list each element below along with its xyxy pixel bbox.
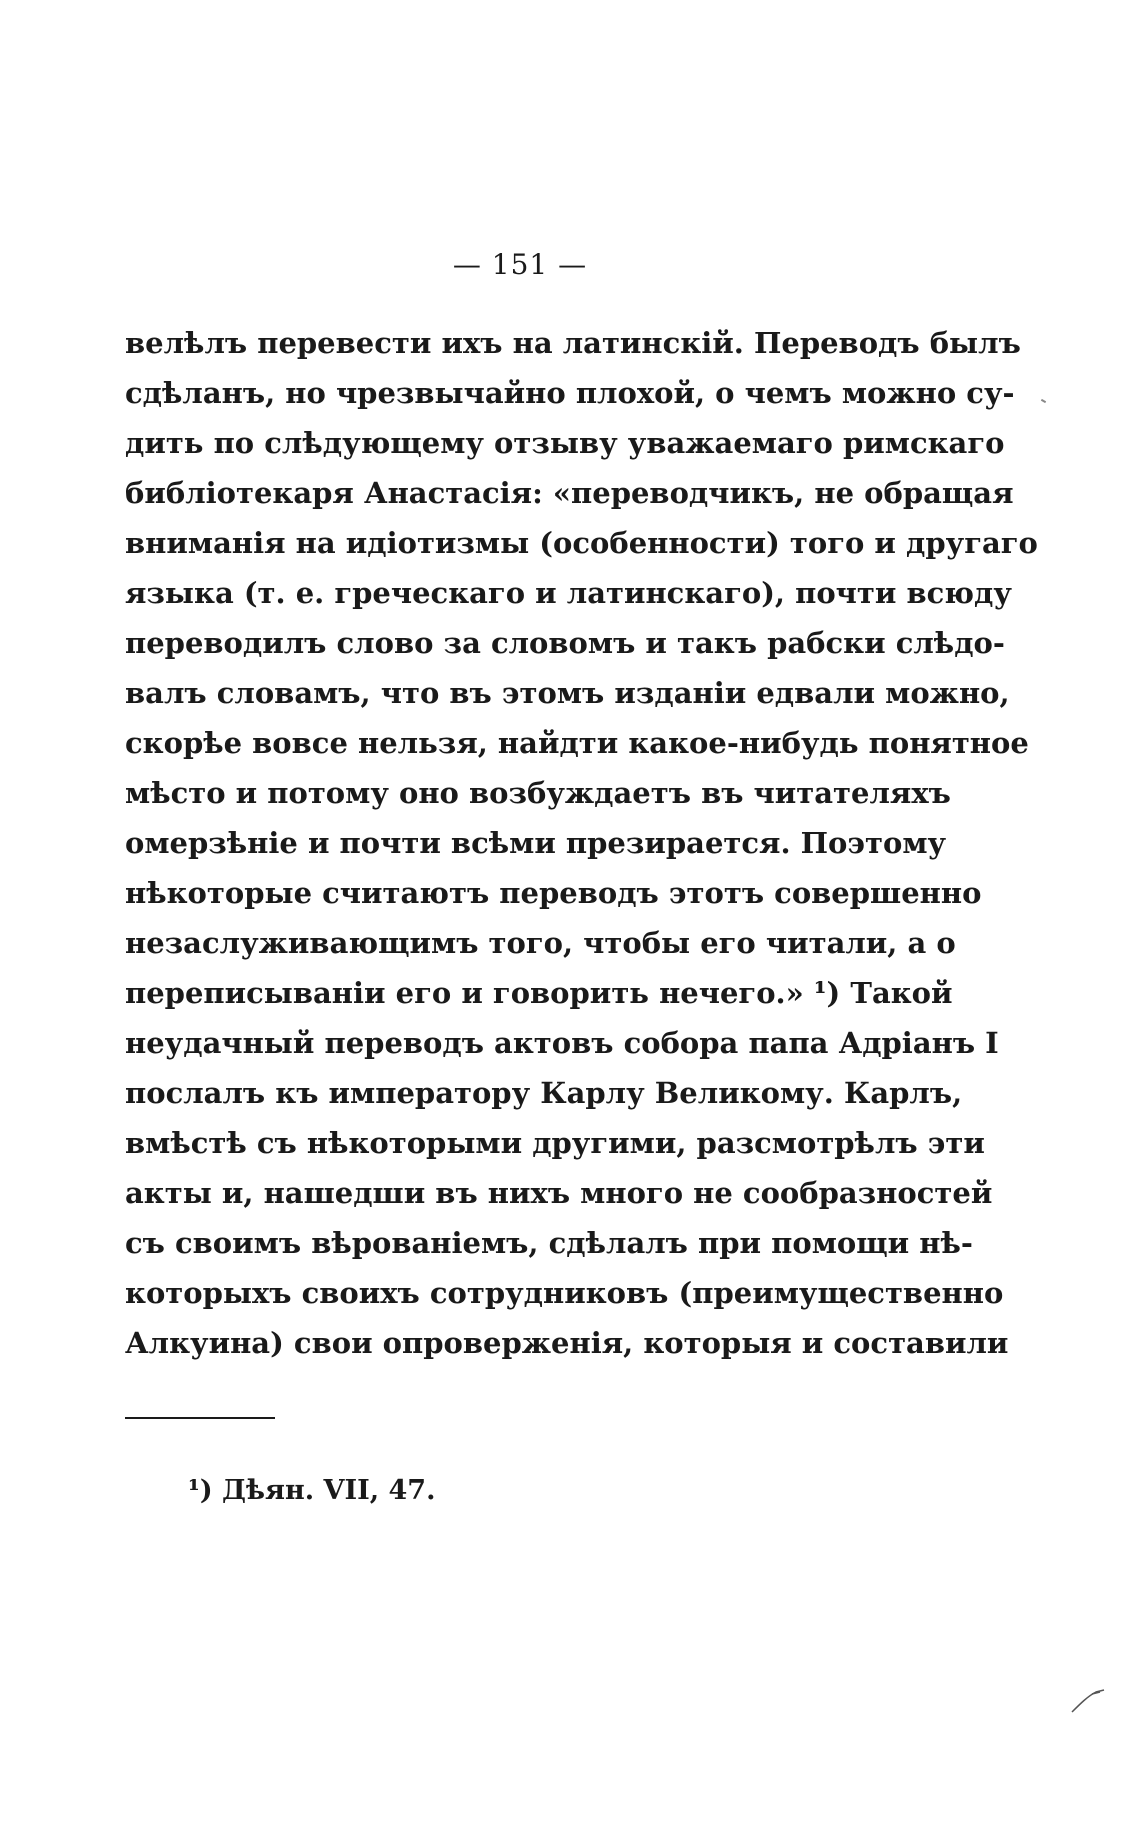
scan-pencil-mark xyxy=(1070,1688,1106,1714)
text-line: съ своимъ вѣрованіемъ, сдѣлалъ при помощи нѣ- xyxy=(125,1226,973,1260)
text-line: омерзѣніе и почти всѣми презирается. Поэтому xyxy=(125,826,947,860)
text-line: языка (т. е. греческаго и латинскаго), почти всюду xyxy=(125,576,1012,610)
text-line: переводилъ слово за словомъ и такъ рабски слѣдо- xyxy=(125,626,1005,660)
text-line: скорѣе вовсе нельзя, найдти какое-нибудь понятное xyxy=(125,726,1029,760)
body-text xyxy=(125,318,1038,1368)
text-line: дить по слѣдующему отзыву уважаемаго римскаго xyxy=(125,426,1005,460)
page-number: — 151 — xyxy=(452,248,588,281)
text-line: валъ словамъ, что въ этомъ изданіи едвали можно, xyxy=(125,676,1010,710)
scan-speck xyxy=(1041,399,1046,403)
text-line: сдѣланъ, но чрезвычайно плохой, о чемъ можно су- xyxy=(125,376,1015,410)
text-line: переписываніи его и говорить нечего.» ¹) Такой xyxy=(125,976,953,1010)
text-line: мѣсто и потому оно возбуждаетъ въ читателяхъ xyxy=(125,776,951,810)
text-line: библіотекаря Анастасія: «переводчикъ, не обращая xyxy=(125,476,1014,510)
text-line: нѣкоторые считаютъ переводъ этотъ совершенно xyxy=(125,876,982,910)
text-line: Алкуина) свои опроверженія, которыя и составили xyxy=(125,1326,1009,1360)
text-line: вниманія на идіотизмы (особенности) того и другаго xyxy=(125,526,1038,560)
text-line: вмѣстѣ съ нѣкоторыми другими, разсмотрѣлъ эти xyxy=(125,1126,985,1160)
text-line: послалъ къ императору Карлу Великому. Карлъ, xyxy=(125,1076,963,1110)
text-line: которыхъ своихъ сотрудниковъ (преимущественно xyxy=(125,1276,1004,1310)
text-line: акты и, нашедши въ нихъ много не сообразностей xyxy=(125,1176,993,1210)
text-line: неудачный переводъ актовъ собора папа Адріанъ I xyxy=(125,1026,999,1060)
footnote: ¹) Дѣян. VII, 47. xyxy=(188,1475,436,1506)
footnote-divider xyxy=(125,1417,275,1419)
text-line: велѣлъ перевести ихъ на латинскій. Переводъ былъ xyxy=(125,326,1021,360)
text-line: незаслуживающимъ того, чтобы его читали, а о xyxy=(125,926,956,960)
